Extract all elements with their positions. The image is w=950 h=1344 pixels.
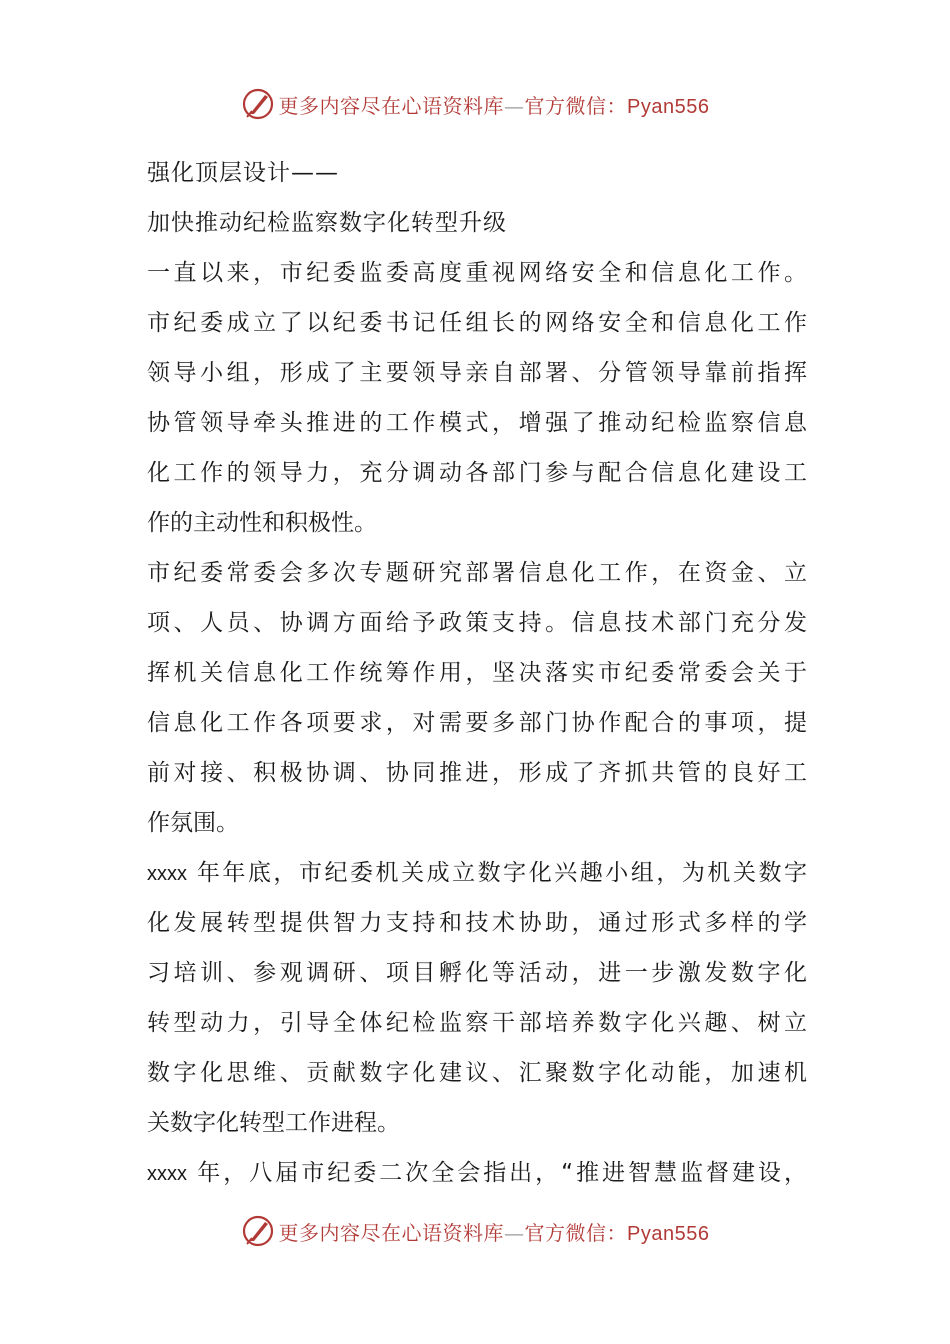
text-line: 转型动力，引导全体纪检监察干部培养数字化兴趣、树立 [147, 1010, 807, 1036]
text-line: 项、人员、协调方面给予政策支持。信息技术部门充分发 [147, 610, 807, 636]
paragraph-4 [147, 1148, 807, 1198]
text-line [147, 848, 807, 898]
banner-wechat-label: 官方微信： [524, 1220, 628, 1245]
text-line: 化发展转型提供智力支持和技术协助，通过形式多样的学 [147, 910, 807, 936]
text-line: 化工作的领导力，充分调动各部门参与配合信息化建设工 [147, 460, 807, 486]
text-line-content: 年年底，市纪委机关成立数字化兴趣小组，为机关数字 [187, 860, 807, 886]
text-line: 市纪委成立了以纪委书记任组长的网络安全和信息化工作 [147, 310, 807, 336]
footer-banner [0, 1211, 950, 1251]
quill-pen-icon [241, 87, 275, 121]
text-line: 习培训、参观调研、项目孵化等活动，进一步激发数字化 [147, 960, 807, 986]
paragraph-3 [147, 848, 807, 1148]
banner-separator: — [504, 93, 525, 118]
paragraph-1 [147, 248, 807, 548]
year-placeholder: xxxx [147, 1163, 187, 1185]
quill-pen-icon [241, 1214, 275, 1248]
text-line-content: 年，八届市纪委二次全会指出，“推进智慧监督建设， [187, 1160, 807, 1186]
text-line: 数字化思维、贡献数字化建议、汇聚数字化动能，加速机 [147, 1060, 807, 1086]
header-banner-text [279, 90, 710, 119]
document-title-line-1: 强化顶层设计—— [147, 160, 339, 186]
text-line: 市纪委常委会多次专题研究部署信息化工作，在资金、立 [147, 560, 807, 586]
text-line: 领导小组，形成了主要领导亲自部署、分管领导靠前指挥 [147, 360, 807, 386]
document-body [147, 148, 807, 1198]
banner-slogan: 更多内容尽在心语资料库 [278, 93, 505, 118]
document-title-line-2: 加快推动纪检监察数字化转型升级 [147, 210, 507, 236]
text-line: 作氛围。 [147, 810, 239, 836]
text-line: 挥机关信息化工作统筹作用，坚决落实市纪委常委会关于 [147, 660, 807, 686]
header-banner [0, 84, 950, 124]
text-line: 协管领导牵头推进的工作模式，增强了推动纪检监察信息 [147, 410, 807, 436]
footer-banner-text [279, 1217, 710, 1246]
banner-wechat-id: Pyan556 [627, 1222, 710, 1245]
text-line: 关数字化转型工作进程。 [147, 1110, 400, 1136]
text-line: 一直以来，市纪委监委高度重视网络安全和信息化工作。 [147, 260, 807, 286]
text-line: 作的主动性和积极性。 [147, 510, 377, 536]
year-placeholder: xxxx [147, 863, 187, 885]
banner-separator: — [504, 1220, 525, 1245]
banner-wechat-id: Pyan556 [627, 95, 710, 118]
text-line: 前对接、积极协调、协同推进，形成了齐抓共管的良好工 [147, 760, 807, 786]
text-line [147, 1148, 807, 1198]
text-line: 信息化工作各项要求，对需要多部门协作配合的事项，提 [147, 710, 807, 736]
paragraph-2 [147, 548, 807, 848]
banner-slogan: 更多内容尽在心语资料库 [278, 1220, 505, 1245]
banner-wechat-label: 官方微信： [524, 93, 628, 118]
